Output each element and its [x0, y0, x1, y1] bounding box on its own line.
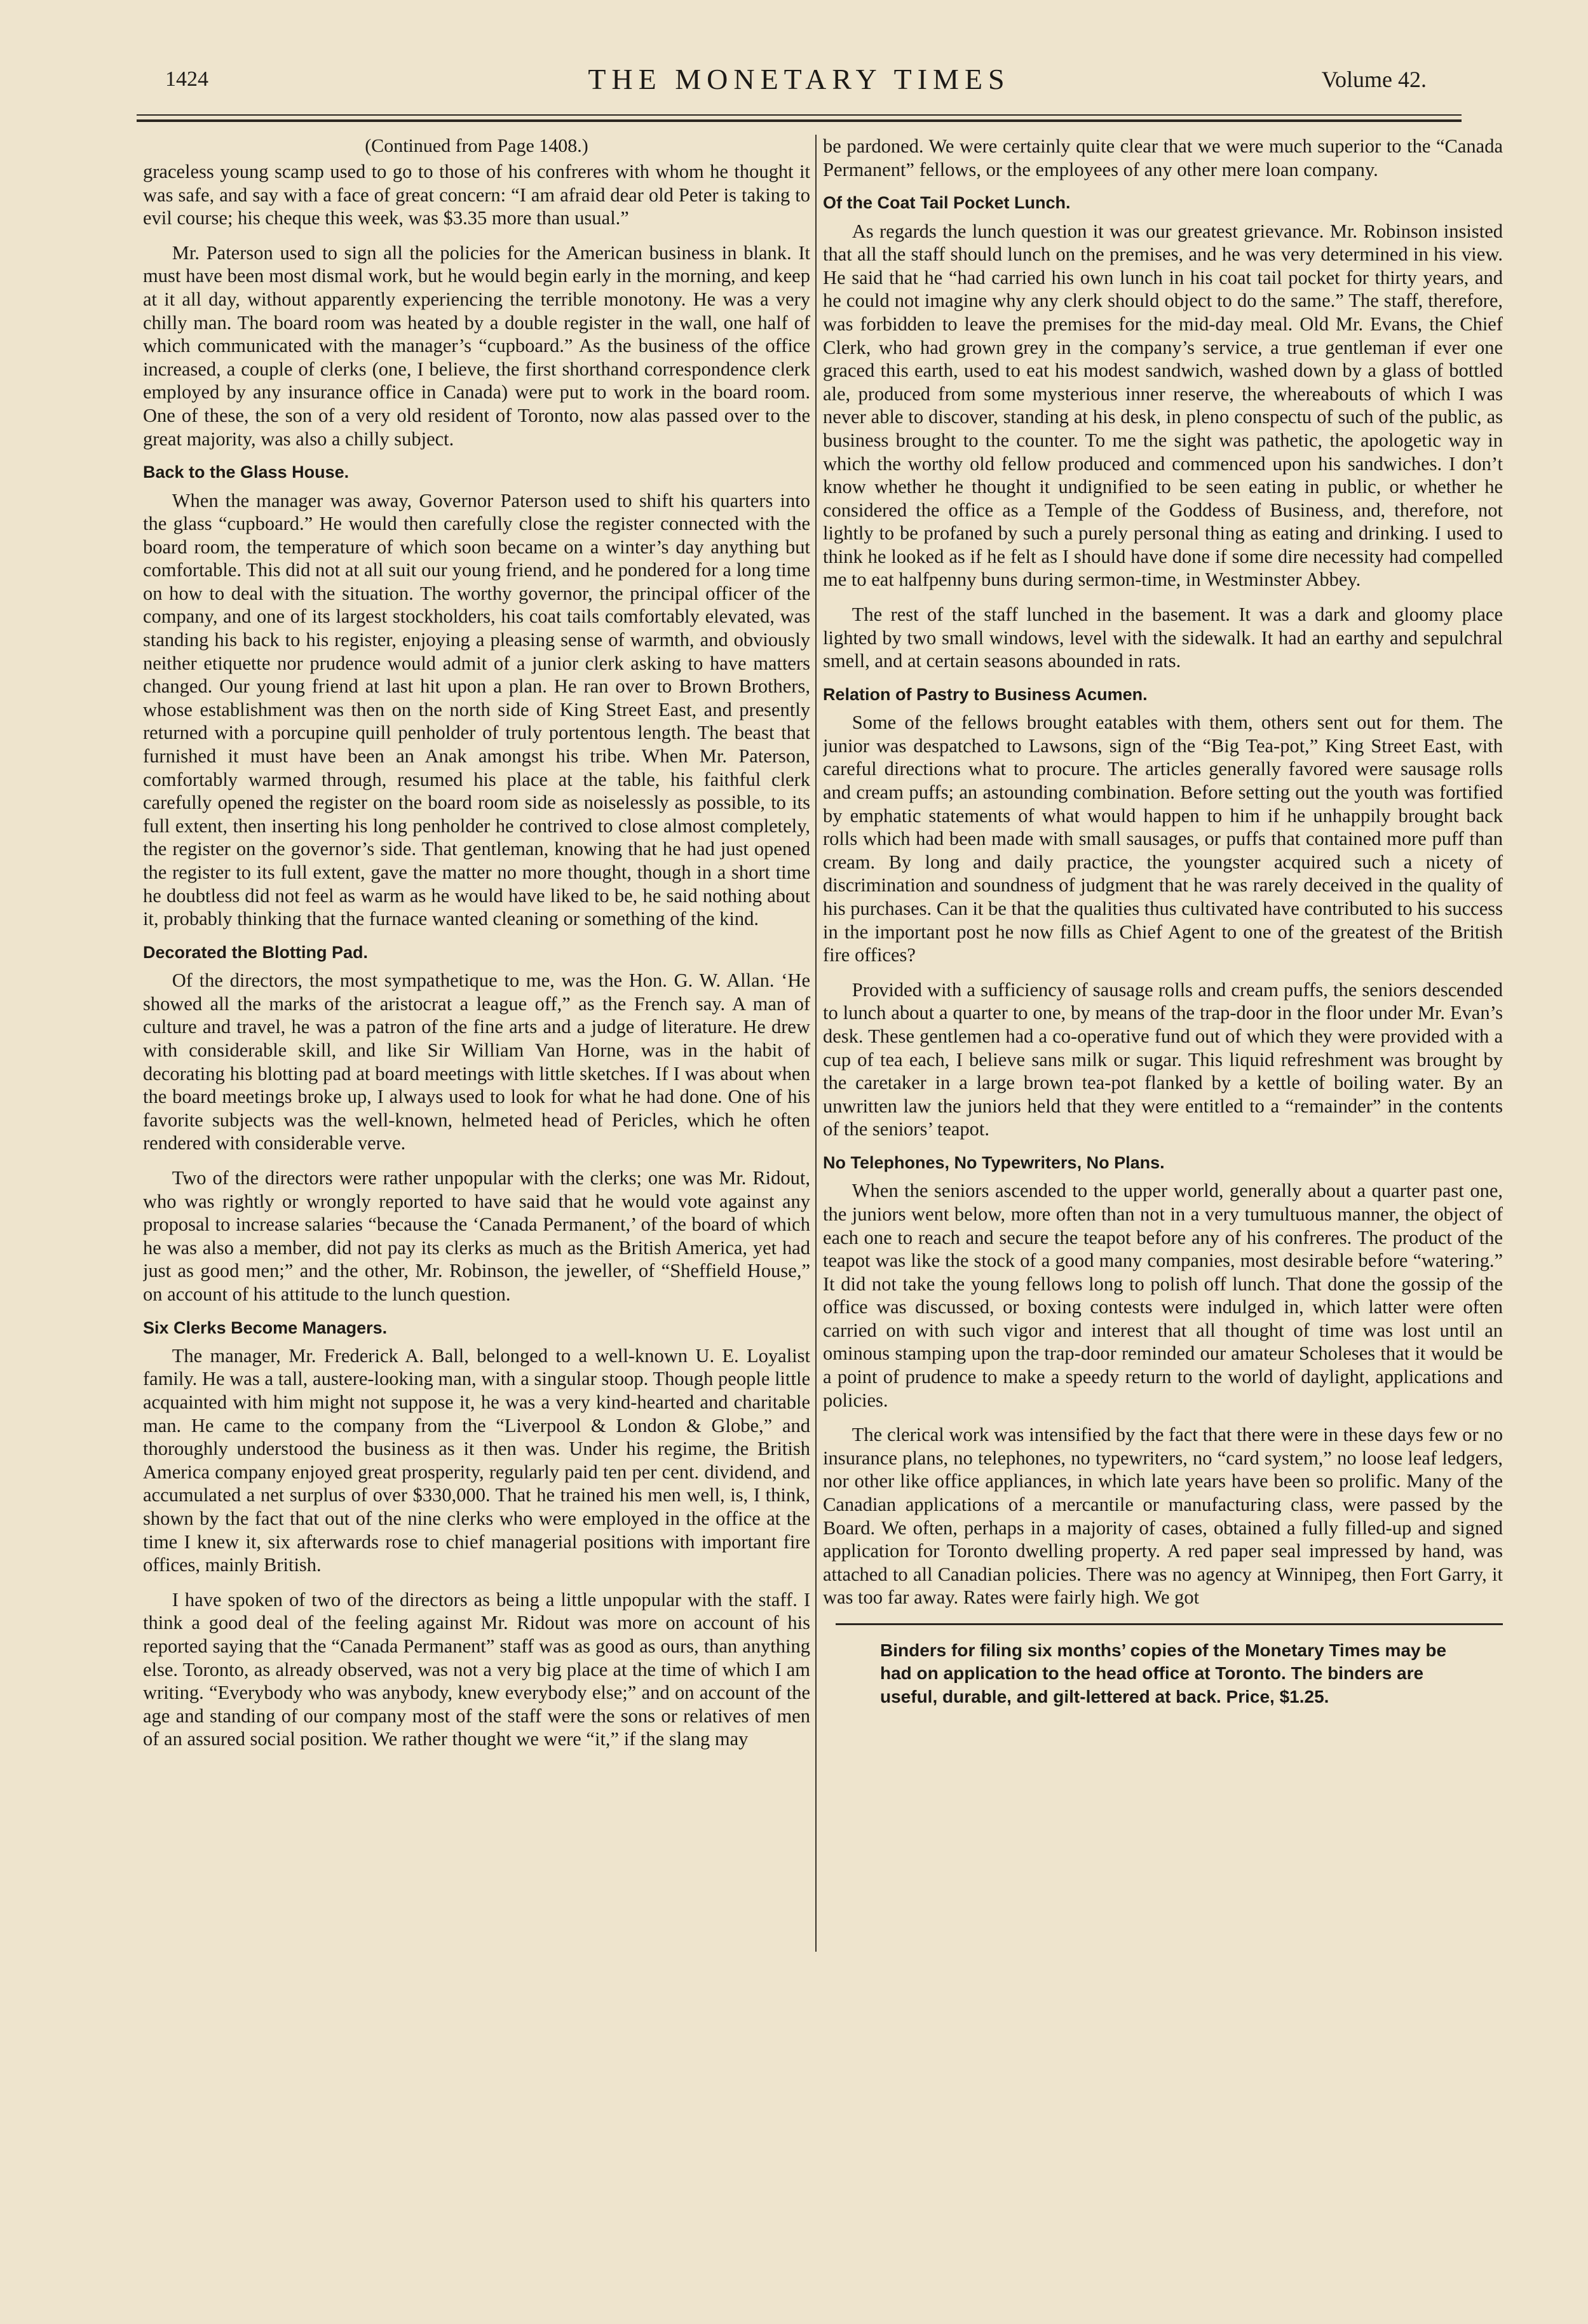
heading-six-clerks: Six Clerks Become Managers.: [143, 1318, 388, 1337]
continued-note: (Continued from Page 1408.): [365, 135, 588, 156]
right-column: [823, 135, 1503, 2292]
paragraph-spoken: I have spoken of two of the directors as being a little unpopular with the staff. I think a good deal of the feeling against Mr. Ridout was more on account of his reported saying that the “Canada Permanent” staff was as good as ours, than anything else. Toronto, as already observed, was not a very big place at the time of which I am writing. “Everybody who was anybody, knew everybody else;” and on account of the age and standing of our company most of the staff were the sons or relatives of men of an assured social position. We rather thought we were “it,” if the slang may: [143, 1588, 810, 1750]
page-number: 1424: [165, 67, 208, 91]
paragraph-blotting-pad: Of the directors, the most sympathetique to me, was the Hon. G. W. Allan. ‘He showed all the marks of the aristocrat a league off,” as the French say. A man of culture and travel, he was a patron of the fine arts and a judge of literature. He drew with considerable skill, and like Sir William Van Horne, was in the habit of decorating his blotting pad at board meetings with little sketches. If I was about when the board meetings broke up, I always used to look for what he had done. One of his favorite subjects was the well-known, helmeted head of Pericles, which he often rendered with considerable verve.: [143, 969, 810, 1154]
heading-glass-house: Back to the Glass House.: [143, 463, 349, 482]
column-divider: [815, 135, 817, 1952]
paragraph-pardoned: be pardoned. We were certainly quite clear that we were much superior to the “Canada Permanent” fellows, or the employees of any other mere loan company.: [823, 135, 1503, 180]
header-rule-thin: [137, 114, 1462, 116]
paragraph-two-directors: Two of the directors were rather unpopular with the clerks; one was Mr. Ridout, who was rightly or wrongly reported to have said that he would vote against any proposal to increase salaries “because the ‘Canada Permanent,’ of the board of which he was also a member, did not pay its clerks as much as the British America, yet had just as good men;” and the other, Mr. Robinson, the jeweller, of “Sheffield House,” on account of his attitude to the lunch question.: [143, 1166, 810, 1305]
paragraph-lunch: As regards the lunch question it was our greatest grievance. Mr. Robinson insisted that all the staff should lunch on the premises, and he was very determined in his view. He said that he “had carried his own lunch in his coat tail pocket for thirty years, and he could not imagine why any clerk should object to do the same.” The staff, therefore, was forbidden to leave the premises for the mid-day meal. Old Mr. Evans, the Chief Clerk, who had grown grey in the company’s service, a true gentleman if ever one graced this earth, used to eat his modest sandwich, washed down by a glass of bottled ale, produced from some mysterious inner reserve, the whereabouts of which I was never able to discover, standing at his desk, in pleno conspectu of such of the public, as business brought to the counter. To me the sight was pathetic, the apologetic way in which the worthy old fellow produced and commenced upon his sandwiches. I don’t know whether he thought it undignified to be seen eating in public, or whether he considered the office as a Temple of the Goddess of Business, and, therefore, not lightly to be profaned by such a purely personal thing as eating and drinking. I used to think he looked as if he felt as I should have done if some dire necessity had compelled me to eat halfpenny buns during sermon-time, in Westminster Abbey.: [823, 220, 1503, 591]
paragraph-paterson: Mr. Paterson used to sign all the policies for the American business in blank. It must have been most dismal work, but he would begin early in the morning, and keep at it all day, without apparently experiencing the terrible monotony. He was a very chilly man. The board room was heated by a double register in the wall, one half of which communicated with the manager’s “cupboard.” As the business of the office increased, a couple of clerks (one, I believe, the first shorthand correspondence clerk employed by any insurance office in Canada) were put to work in the board room. One of these, the son of a very old resident of Toronto, now alas passed over to the great majority, was also a chilly subject.: [143, 241, 810, 450]
volume-label: Volume 42.: [1321, 67, 1427, 92]
paper-title: THE MONETARY TIMES: [588, 63, 1010, 95]
header-rule-thick: [137, 119, 1462, 122]
paragraph-clerical: The clerical work was intensified by the fact that there were in these days few or no insurance plans, no telephones, no typewriters, no “card system,” no loose leaf ledgers, nor other like office appliances, in which late years have been so prolific. Many of the Canadian applications of a mercantile or manufacturing class, were passed by the Board. We often, perhaps in a majority of cases, obtained a fully filled-up and signed application for Toronto dwelling property. A red paper seal impressed by hand, was attached to all Canadian policies. There was no agency at Winnipeg, then Fort Garry, it was too far away. Rates were fairly high. We got: [823, 1424, 1503, 1609]
paragraph-pastry: Some of the fellows brought eatables with them, others sent out for them. The junior was despatched to Lawsons, sign of the “Big Tea-pot,” King Street East, with careful directions what to procure. The articles generally favored were sausage rolls and cream puffs; an astounding combination. Before setting out the youth was fortified by emphatic statements of what would happen to him if he unhappily brought back rolls which had been made with small sausages, or puffs that contained more puff than cream. By long and daily practice, the youngster acquired such a nicety of discrimination and soundness of judgment that he was rarely deceived in the quality of his purchases. Can it be that the qualities thus cultivated have contributed to his success in the important post he now fills as Chief Agent to one of the greatest of the British fire offices?: [823, 712, 1503, 966]
left-column: [143, 135, 810, 2292]
heading-pastry: Relation of Pastry to Business Acumen.: [823, 684, 1148, 704]
page-header: [137, 54, 1462, 105]
paragraph-glass-house: When the manager was away, Governor Paterson used to shift his quarters into the glass “cupboard.” He would then carefully close the register connected with the board room, the temperature of which soon became on a winter’s day anything but comfortable. This did not at all suit our young friend, and he pondered for a long time on how to deal with the situation. The worthy governor, the principal officer of the company, and one of its largest stockholders, his coat tails comfortably elevated, was standing his back to his register, enjoying a pleasing sense of warmth, and obviously neither etiquette nor prudence would admit of a junior clerk asking to have matters changed. Our young friend at last hit upon a plan. He ran over to Brown Brothers, whose establishment was then on the north side of King Street East, and presently returned with a porcupine quill penholder of truly portentous length. The beast that furnished it must have been an Anak amongst his tribe. When Mr. Paterson, comfortably warmed through, resumed his place at the table, his faithful clerk carefully opened the register on the board room side as noiselessly as possible, to its full extent, then inserting his long penholder he contrived to close almost completely, the register on the governor’s side. That gentleman, knowing that he had just opened the register to its full extent, gave the matter no more thought, though in a short time he doubtless did not feel as warm as he would have liked to be, he said nothing about it, probably thinking that the furnace wanted cleaning or something of the kind.: [143, 489, 810, 930]
heading-coat-tail-lunch: Of the Coat Tail Pocket Lunch.: [823, 193, 1071, 213]
paragraph-intro: graceless young scamp used to go to those of his confreres with whom he thought it was safe, and say with a face of great concern: “I am afraid dear old Peter is taking to evil course; his cheque this week, was $3.35 more than usual.”: [143, 161, 810, 229]
paragraph-provided: Provided with a sufficiency of sausage rolls and cream puffs, the seniors descended to lunch about a quarter to one, by means of the trap-door in the floor under Mr. Evan’s desk. These gentlemen had a co-operative fund out of which they were provided with a cup of tea each, I believe sans milk or sugar. This liquid refreshment was brought by the caretaker in a large brown tea-pot flanked by a kettle of boiling water. By an unwritten law the juniors held that they were entitled to a “remainder” in the contents of the seniors’ teapot.: [823, 978, 1503, 1140]
heading-no-telephones: No Telephones, No Typewriters, No Plans.: [823, 1152, 1165, 1172]
paragraph-basement: The rest of the staff lunched in the basement. It was a dark and gloomy place lighted by two small windows, level with the sidewalk. It had an earthy and sepulchral smell, and at certain seasons abounded in rats.: [823, 604, 1503, 672]
paragraph-six-clerks: The manager, Mr. Frederick A. Ball, belonged to a well-known U. E. Loyalist family. He was a tall, austere-looking man, with a singular stoop. Though people little acquainted with him might not suppose it, he was a very kind-hearted and charitable man. He came to the company from the “Liverpool & London & Globe,” and thoroughly understood the business as it then was. Under his regime, the British America company enjoyed great prosperity, regularly paid ten per cent. dividend, and accumulated a net surplus of over $330,000. That he trained his men well, is, I think, shown by the fact that out of the nine clerks who were employed in the office at the time I knew it, six afterwards rose to chief managerial positions with important fire offices, mainly British.: [143, 1344, 810, 1576]
binders-notice: Binders for filing six months’ copies of the Monetary Times may be had on application to the head office at Toronto. The binders are useful, durable, and gilt-lettered at back. Price, $1.25.: [880, 1640, 1447, 1706]
notice-rule: [836, 1623, 1503, 1625]
heading-blotting-pad: Decorated the Blotting Pad.: [143, 942, 369, 962]
paragraph-telephones: When the seniors ascended to the upper world, generally about a quarter past one, the juniors went below, more often than not in a very tumultuous manner, the object of each one to reach and secure the teapot before any of his confreres. The product of the teapot was like the stock of a good many companies, most desirable before “watering.” It did not take the young fellows long to polish off lunch. That done the gossip of the office was discussed, or boxing contests were indulged in, which latter were often carried on with such vigor and interest that all thought of time was lost until an ominous stamping upon the trap-door reminded our amateur Scholeses that it would be a point of prudence to make a speedy return to the world of daylight, applications and policies.: [823, 1180, 1503, 1411]
